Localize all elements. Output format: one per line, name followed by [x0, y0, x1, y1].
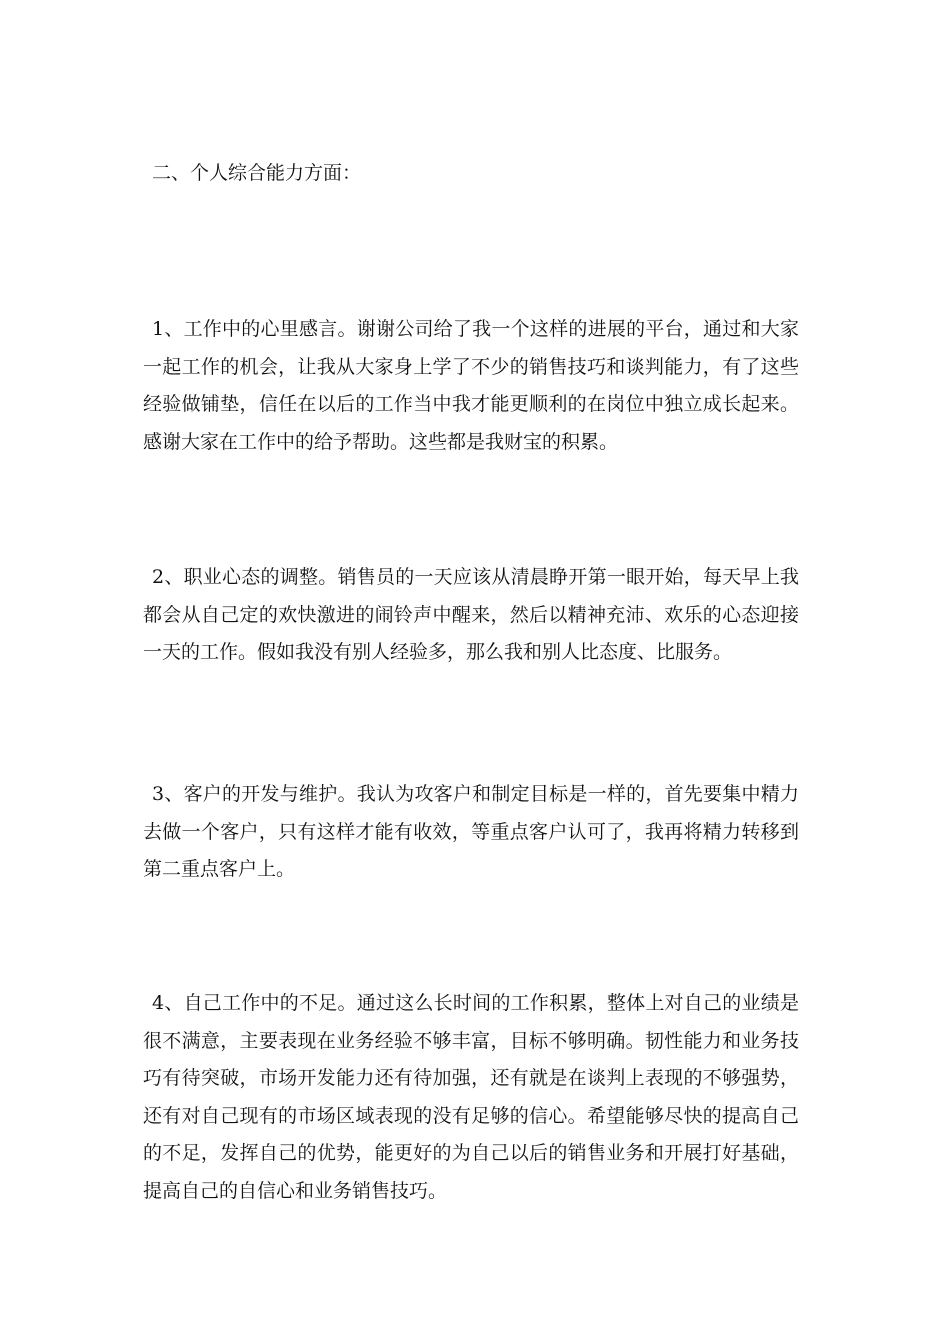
section-heading: 二、个人综合能力方面： [152, 162, 362, 184]
paragraph-work-reflections: 1、工作中的心里感言。谢谢公司给了我一个这样的进展的平台，通过和大家一起工作的机会，让我从大家身上学了不少的销售技巧和谈判能力，有了这些经验做铺垫，信任在以后的工作当中我才能更顺利的在岗位中独立成长起来。感谢大家在工作中的给予帮助。这些都是我财宝的积累。 [143, 318, 799, 453]
paragraph-career-mindset: 2、职业心态的调整。销售员的一天应该从清晨睁开第一眼开始，每天早上我都会从自己定的欢快激进的闹铃声中醒来，然后以精神充沛、欢乐的心态迎接一天的工作。假如我没有别人经验多，那么我和别人比态度、比服务。 [143, 566, 799, 663]
paragraph-shortcomings: 4、自己工作中的不足。通过这么长时间的工作积累，整体上对自己的业绩是很不满意，主要表现在业务经验不够丰富，目标不够明确。韧性能力和业务技巧有待突破，市场开发能力还有待加强，还有就是在谈判上表现的不够强势，还有对自己现有的市场区域表现的没有足够的信心。希望能够尽快的提高自己的不足，发挥自己的优势，能更好的为自己以后的销售业务和开展打好基础，提高自己的自信心和业务销售技巧。 [143, 992, 799, 1202]
paragraph-client-development: 3、客户的开发与维护。我认为攻客户和制定目标是一样的，首先要集中精力去做一个客户，只有这样才能有收效，等重点客户认可了，我再将精力转移到第二重点客户上。 [143, 783, 799, 880]
